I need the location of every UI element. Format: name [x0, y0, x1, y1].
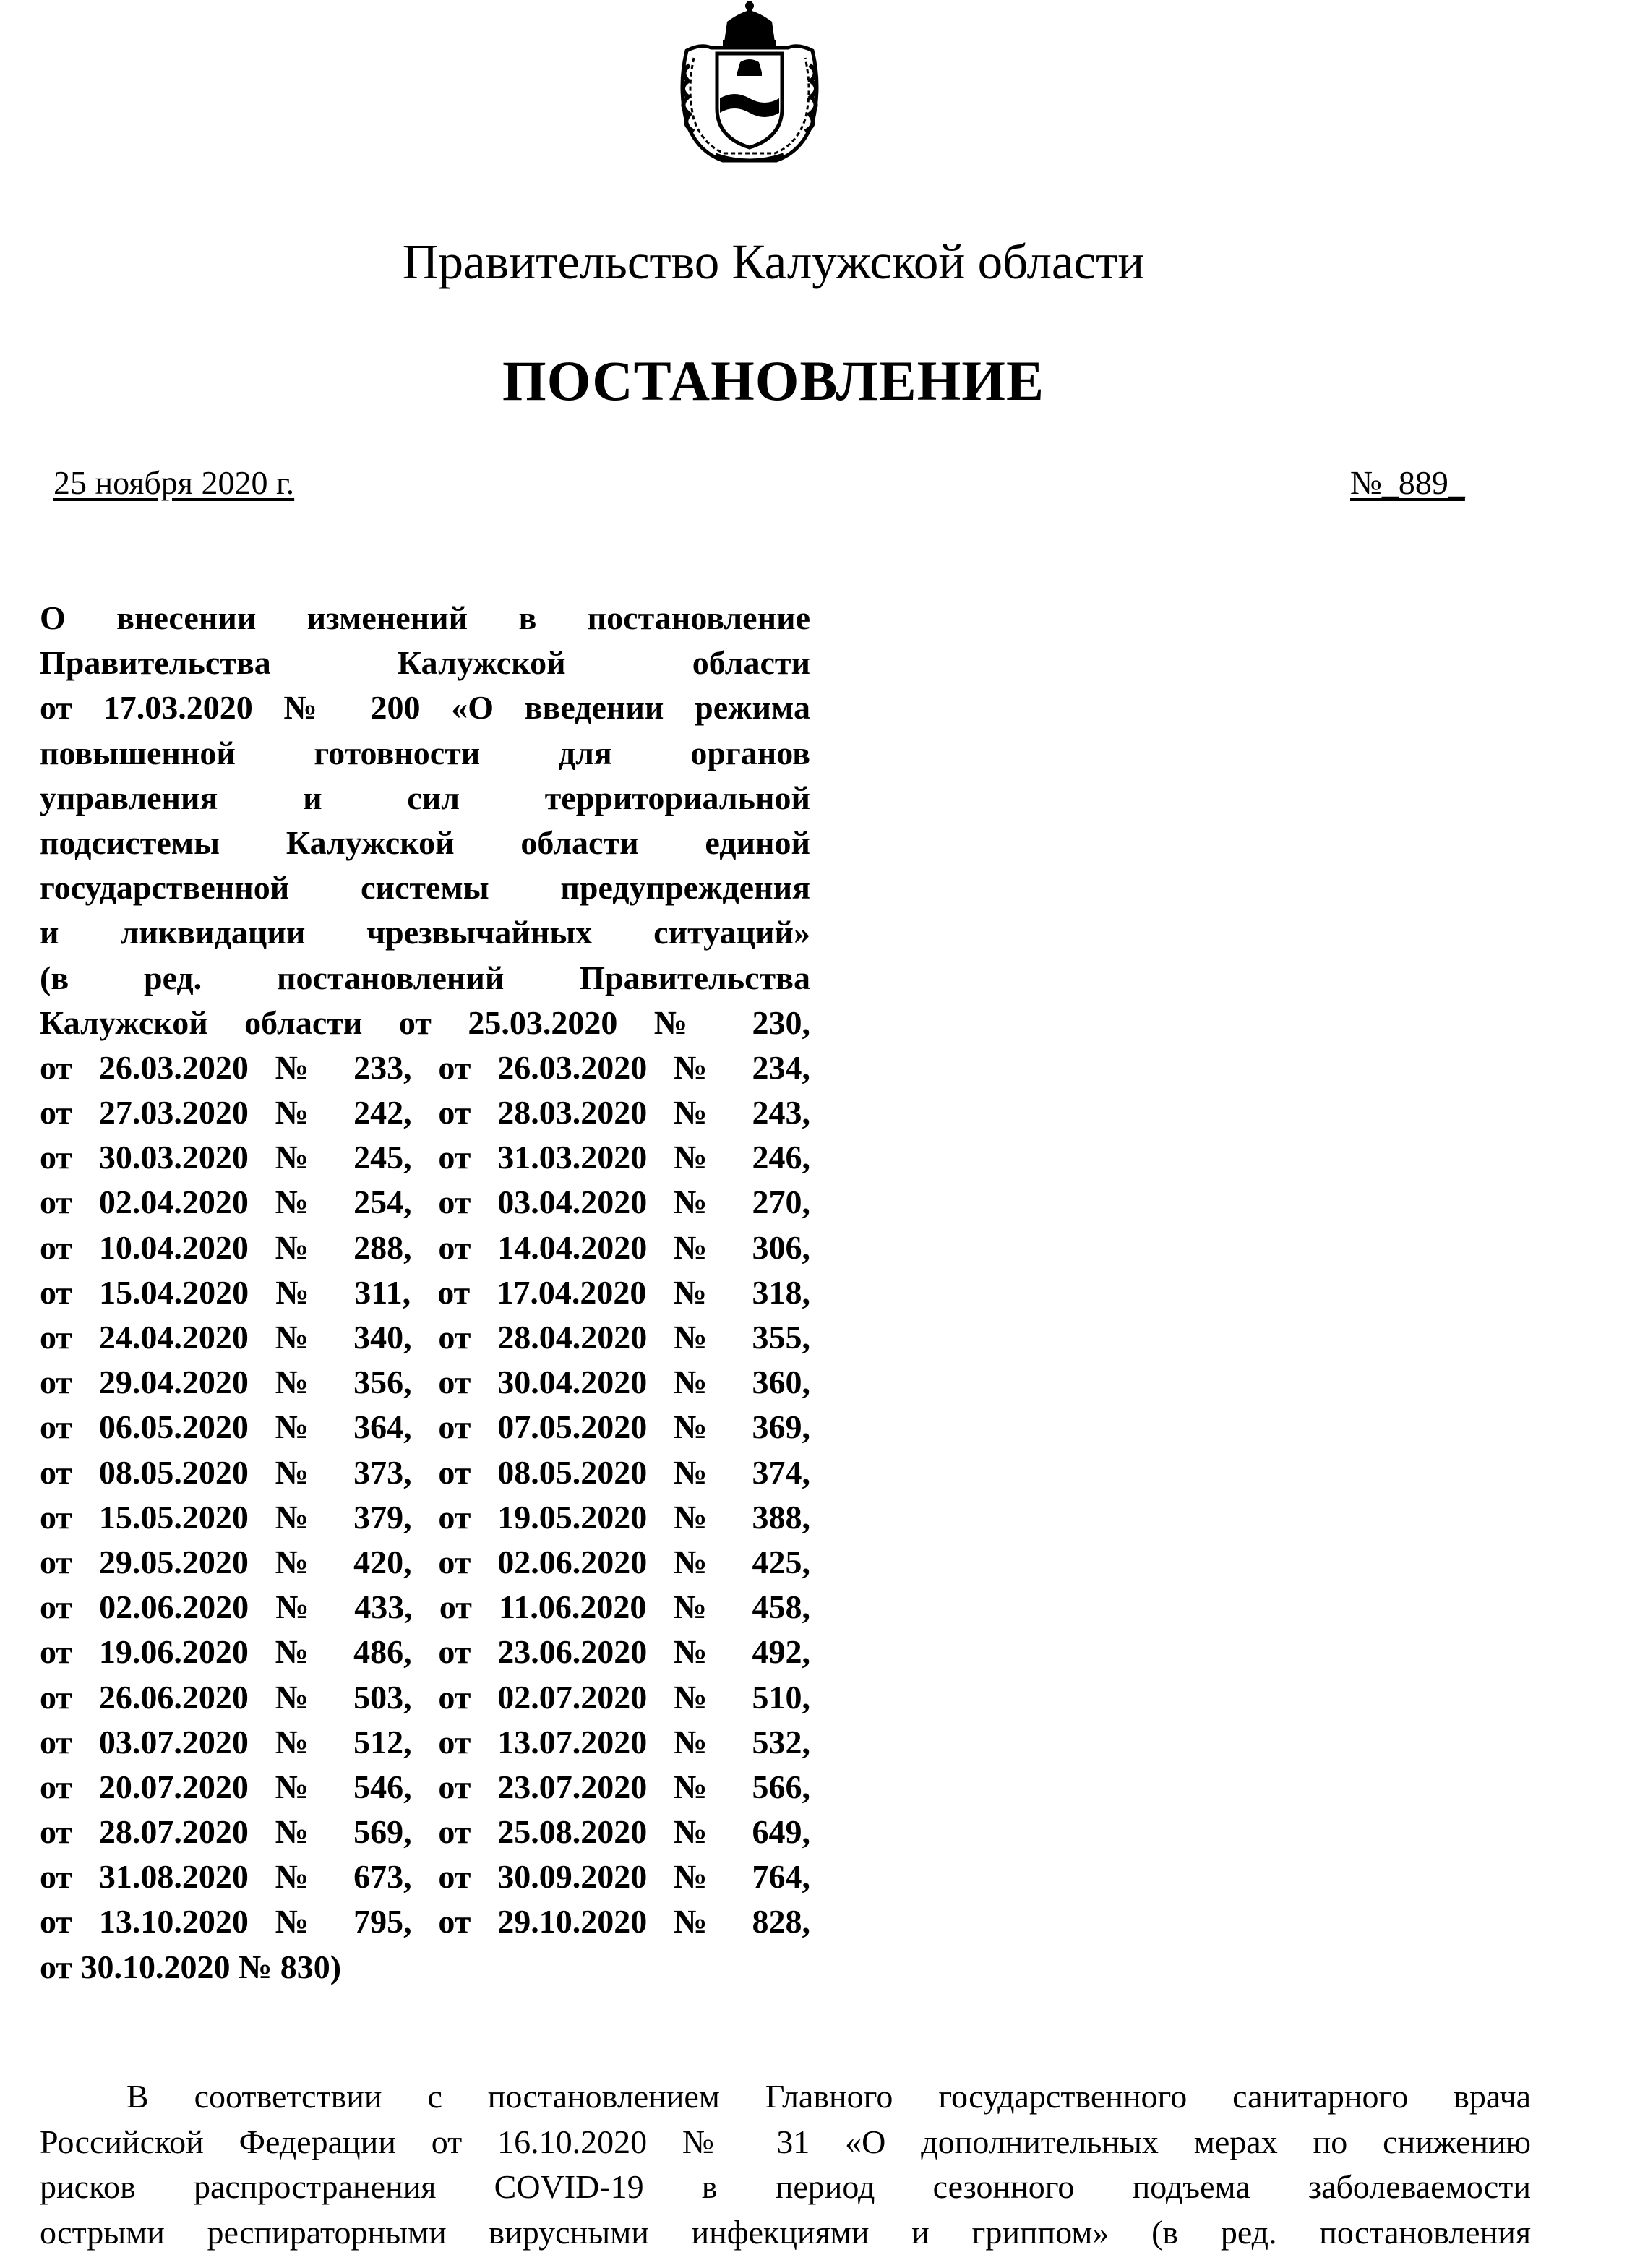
- subject-line: от 17.03.2020 № 200 «О введении режима: [40, 689, 810, 727]
- subject-line: от 20.07.2020 № 546, от 23.07.2020 № 566,: [40, 1768, 810, 1805]
- subject-line: управления и сил территориальной: [40, 779, 810, 816]
- subject-line: от 29.05.2020 № 420, от 02.06.2020 № 425,: [40, 1543, 810, 1580]
- document-subject: [40, 596, 810, 1990]
- coat-of-arms-emblem: [672, 0, 827, 165]
- subject-line: от 13.10.2020 № 795, от 29.10.2020 № 828,: [40, 1903, 810, 1940]
- subject-line: от 15.04.2020 № 311, от 17.04.2020 № 318,: [40, 1273, 810, 1311]
- subject-line: государственной системы предупреждения: [40, 869, 810, 907]
- subject-line: от 30.10.2020 № 830): [40, 1948, 342, 1985]
- subject-line: от 02.06.2020 № 433, от 11.06.2020 № 458,: [40, 1588, 810, 1626]
- document-date: 25 ноября 2020 г.: [53, 464, 295, 501]
- body-paragraph: [40, 2074, 1531, 2255]
- subject-line: от 26.03.2020 № 233, от 26.03.2020 № 234,: [40, 1048, 810, 1086]
- subject-line: от 02.04.2020 № 254, от 03.04.2020 № 270,: [40, 1184, 810, 1221]
- subject-line: от 28.07.2020 № 569, от 25.08.2020 № 649,: [40, 1813, 810, 1851]
- document-number: №_889_: [1350, 464, 1465, 501]
- body-line: Российской Федерации от 16.10.2020 № 31 «О дополнительных мерах по снижению: [40, 2123, 1531, 2160]
- document-type-title: ПОСТАНОВЛЕНИЕ: [502, 349, 1044, 412]
- subject-line: от 31.08.2020 № 673, от 30.09.2020 № 764,: [40, 1858, 810, 1896]
- subject-line: Правительства Калужской области: [40, 644, 810, 682]
- subject-line: от 29.04.2020 № 356, от 30.04.2020 № 360,: [40, 1364, 810, 1401]
- subject-line: (в ред. постановлений Правительства: [40, 959, 810, 996]
- subject-line: от 10.04.2020 № 288, от 14.04.2020 № 306,: [40, 1228, 810, 1266]
- subject-line: от 19.06.2020 № 486, от 23.06.2020 № 492,: [40, 1633, 810, 1671]
- subject-line: Калужской области от 25.03.2020 № 230,: [40, 1004, 810, 1041]
- subject-line: и ликвидации чрезвычайных ситуаций»: [40, 914, 810, 951]
- body-line: острыми респираторными вирусными инфекциями и гриппом» (в ред. постановления: [40, 2213, 1531, 2251]
- subject-line: от 08.05.2020 № 373, от 08.05.2020 № 374,: [40, 1453, 810, 1491]
- government-name: Правительство Калужской области: [402, 234, 1145, 289]
- subject-line: О внесении изменений в постановление: [40, 599, 810, 636]
- subject-line: от 30.03.2020 № 245, от 31.03.2020 № 246,: [40, 1139, 810, 1176]
- subject-line: от 03.07.2020 № 512, от 13.07.2020 № 532,: [40, 1723, 810, 1760]
- subject-line: повышенной готовности для органов: [40, 734, 810, 771]
- subject-line: от 15.05.2020 № 379, от 19.05.2020 № 388,: [40, 1498, 810, 1536]
- body-line: рисков распространения COVID-19 в период сезонного подъема заболеваемости: [40, 2168, 1531, 2205]
- subject-line: от 06.05.2020 № 364, от 07.05.2020 № 369,: [40, 1408, 810, 1446]
- subject-line: от 27.03.2020 № 242, от 28.03.2020 № 243,: [40, 1094, 810, 1131]
- subject-line: от 26.06.2020 № 503, от 02.07.2020 № 510,: [40, 1678, 810, 1716]
- subject-line: от 24.04.2020 № 340, от 28.04.2020 № 355,: [40, 1319, 810, 1356]
- body-line: В соответствии с постановлением Главного государственного санитарного врача: [126, 2078, 1531, 2115]
- subject-line: подсистемы Калужской области единой: [40, 823, 810, 861]
